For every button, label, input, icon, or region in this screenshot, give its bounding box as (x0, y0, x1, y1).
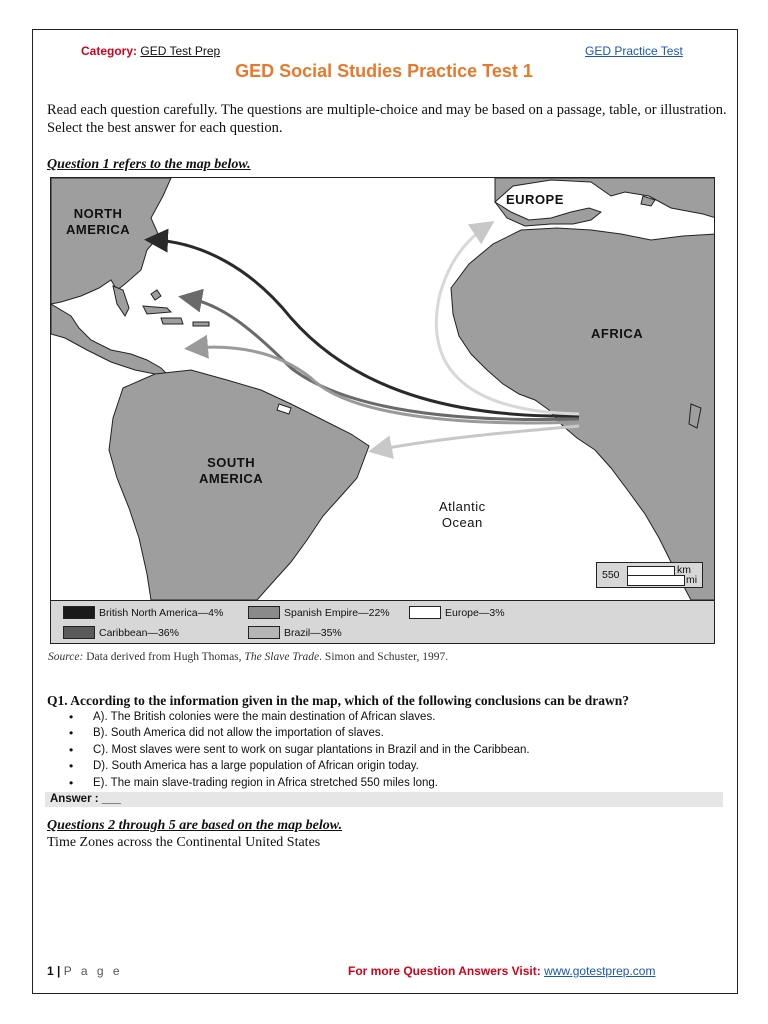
footer-page-number (47, 964, 123, 978)
slave-trade-map (50, 177, 715, 644)
intro-text: Read each question carefully. The questions are multiple-choice and may be based on a passage, table, or illustration. Select the best answer for each question. (47, 102, 727, 136)
source-book: The Slave Trade (244, 651, 320, 663)
legend-label: Europe—3% (445, 606, 505, 619)
source-prefix: Source: (48, 651, 84, 663)
category-link[interactable]: GED Test Prep (140, 44, 221, 58)
map-legend (51, 600, 715, 644)
legend-swatch (63, 626, 95, 639)
question1-prompt: Q1. According to the information given in the map, which of the following conclusions can be drawn? (47, 693, 630, 708)
legend-item (409, 606, 505, 619)
source-text: Data derived from Hugh Thomas, (83, 651, 245, 663)
category (81, 44, 220, 58)
central-america (51, 304, 169, 376)
option-a[interactable]: • A). The British colonies were the main destination of African slaves. (69, 709, 530, 725)
visit-label: For more Question Answers Visit: (348, 964, 541, 978)
question1-heading: Question 1 refers to the map below. (47, 157, 251, 172)
label-south-america: SOUTH AMERICA (199, 455, 264, 486)
page-title: GED Social Studies Practice Test 1 (235, 61, 533, 81)
legend-swatch (248, 606, 280, 619)
source-suffix: . Simon and Schuster, 1997. (319, 651, 449, 663)
page-separator: | (53, 964, 64, 978)
question2-heading: Questions 2 through 5 are based on the map below. (47, 818, 343, 833)
label-north-america: NORTH AMERICA (66, 206, 131, 237)
africa-landmass (451, 228, 715, 600)
legend-item (248, 606, 390, 619)
map-scale (596, 562, 703, 588)
option-d[interactable]: • D). South America has a large population of African origin today. (69, 758, 530, 774)
legend-item (63, 606, 223, 619)
question2-subtitle: Time Zones across the Continental United States (47, 835, 321, 850)
legend-item (248, 626, 342, 639)
question1-options (69, 709, 530, 791)
florida (113, 286, 129, 316)
legend-label: Caribbean—36% (99, 626, 179, 639)
label-europe: EUROPE (506, 192, 564, 207)
option-e[interactable]: • E). The main slave-trading region in Africa stretched 550 miles long. (69, 775, 530, 791)
scale-unit-km: km (677, 564, 691, 576)
page-word: P a g e (63, 964, 123, 978)
legend-swatch (409, 606, 441, 619)
page-number: 1 (47, 964, 54, 978)
map-graphic (51, 178, 715, 600)
label-atlantic-ocean: Atlantic Ocean (439, 499, 486, 530)
legend-label: British North America—4% (99, 606, 224, 619)
legend-swatch (248, 626, 280, 639)
scale-value: 550 (602, 569, 620, 581)
visit-url-link[interactable]: www.gotestprep.com (544, 964, 656, 978)
footer-visit (348, 964, 655, 978)
legend-label: Spanish Empire—22% (284, 606, 390, 619)
route-brazil (377, 426, 579, 450)
label-africa: AFRICA (591, 326, 644, 341)
option-b[interactable]: • B). South America did not allow the importation of slaves. (69, 725, 530, 741)
legend-label: Brazil—35% (284, 626, 342, 639)
option-c[interactable]: • C). Most slaves were sent to work on sugar plantations in Brazil and in the Caribbean. (69, 742, 530, 758)
answer-field[interactable]: Answer : ___ (45, 792, 723, 807)
legend-swatch (63, 606, 95, 619)
category-label: Category: (81, 44, 138, 58)
caribbean-islands (143, 306, 171, 314)
scale-unit-mi: mi (686, 574, 698, 586)
map-source (48, 651, 448, 663)
legend-item (63, 626, 179, 639)
practice-test-link[interactable]: GED Practice Test (585, 44, 683, 58)
scale-bar-mi (627, 575, 685, 586)
